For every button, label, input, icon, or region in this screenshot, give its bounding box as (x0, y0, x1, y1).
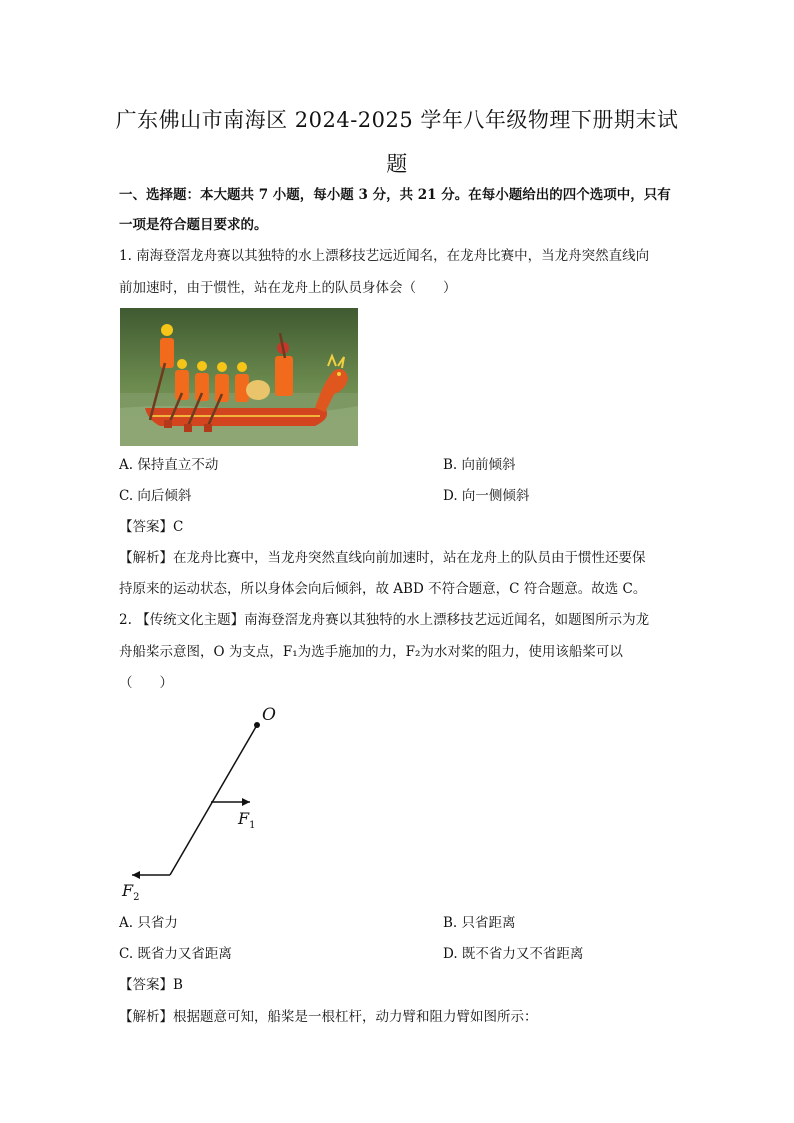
question-1-stem-continued: 前加速时，由于惯性，站在龙舟上的队员身体会（ ） (119, 280, 457, 296)
q1-option-d: D. 向一侧倾斜 (443, 488, 530, 504)
question-2-stem-continued: 舟船桨示意图，O 为支点，F₁为选手施加的力，F₂为水对桨的阻力，使用该船桨可以 (119, 644, 623, 660)
section-header-continued: 一项是符合题目要求的。 (119, 217, 268, 233)
q2-option-d: D. 既不省力又不省距离 (443, 946, 584, 962)
f2-arrowhead (132, 871, 140, 879)
question-2-stem: 2. 【传统文化主题】南海登滘龙舟赛以其独特的水上漂移技艺远近闻名，如题图所示为龙 (119, 612, 650, 628)
q1-option-b: B. 向前倾斜 (443, 457, 516, 473)
q1-analysis-continued: 持原来的运动状态，所以身体会向后倾斜，故 ABD 不符合题意，C 符合题意。故选 C。 (119, 581, 647, 597)
page-title-continued: 题 (386, 152, 408, 176)
pivot-point (254, 722, 260, 728)
page-title: 广东佛山市南海区 2024-2025 学年八年级物理下册期末试 (115, 108, 679, 132)
dragon-boat-photo (120, 308, 358, 446)
q2-option-c: C. 既省力又省距离 (119, 946, 232, 962)
q2-option-a: A. 只省力 (119, 915, 178, 931)
question-2-stem-paren: （ ） (119, 675, 173, 691)
q1-answer: 【答案】C (119, 519, 184, 535)
q2-answer: 【答案】B (119, 977, 183, 993)
q1-option-c: C. 向后倾斜 (119, 488, 192, 504)
q2-analysis: 【解析】根据题意可知，船桨是一根杠杆，动力臂和阻力臂如图所示： (119, 1009, 538, 1025)
oar-lever-diagram (110, 700, 310, 905)
q2-option-b: B. 只省距离 (443, 915, 516, 931)
question-1-stem: 1. 南海登滘龙舟赛以其独特的水上漂移技艺远近闻名，在龙舟比赛中，当龙舟突然直线向 (119, 248, 650, 264)
q1-option-a: A. 保持直立不动 (119, 457, 219, 473)
q1-analysis: 【解析】在龙舟比赛中，当龙舟突然直线向前加速时，站在龙舟上的队员由于惯性还要保 (119, 550, 646, 566)
pivot-label: O (262, 705, 276, 725)
f1-label: $F_1$ (238, 809, 256, 831)
f1-arrowhead (242, 798, 250, 806)
section-header: 一、选择题：本大题共 7 小题，每小题 3 分，共 21 分。在每小题给出的四个选项中，只有 (119, 187, 671, 203)
f2-label: $F_2$ (122, 881, 140, 903)
